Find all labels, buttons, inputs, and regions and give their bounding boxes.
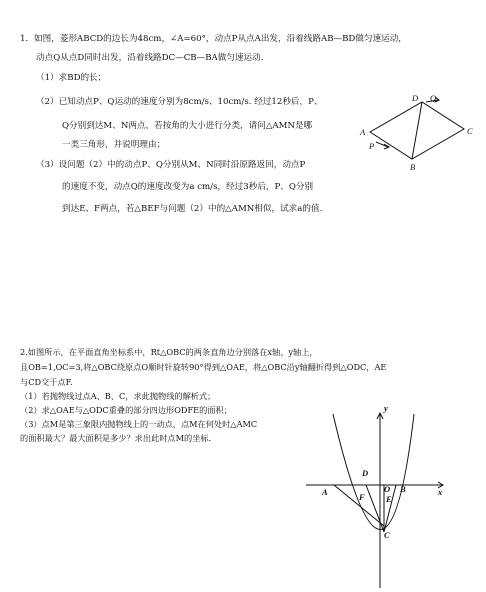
problem-2-line-2: 且OB=1,OC=3,将△OBC绕原点O顺时针旋转90°得到△OAE，将△OBC沿y轴翻折得到△ODC，AE xyxy=(20,362,387,372)
label-e: E xyxy=(386,494,392,504)
problem-1-line-5: Q分别到达M、N两点，若按角的大小进行分类，请问△AMN是哪 xyxy=(62,121,313,131)
rhombus-figure xyxy=(356,92,476,182)
label-y: y xyxy=(384,403,388,413)
label-x: x xyxy=(438,487,443,497)
problem-1-line-2: 动点Q从点D同时出发，沿着线路DC—CB—BA做匀速运动. xyxy=(36,53,264,63)
label-b: B xyxy=(410,162,416,172)
problem-2-line-1: 2.如图所示，在平面直角坐标系中，Rt△OBC的两条直角边分别落在x轴、y轴上， xyxy=(20,347,318,357)
label-a: A xyxy=(360,127,366,137)
problem-1-line-8: 的速度不变，动点Q的速度改变为a cm/s，经过3秒后，P、Q分别 xyxy=(62,182,314,192)
label-b: B xyxy=(400,484,406,494)
label-c: C xyxy=(384,530,390,540)
problem-1-line-6: 一类三角形，并说明理由； xyxy=(62,140,166,150)
diagonal-bd xyxy=(412,102,422,159)
parabola-curve xyxy=(333,414,414,530)
label-a: A xyxy=(322,487,328,497)
parabola-figure xyxy=(300,400,460,590)
problem-2-line-5: （2）求△OAE与△ODC重叠的部分四边形ODFE的面积； xyxy=(20,405,232,415)
label-c: C xyxy=(467,126,473,136)
problem-1-line-3: （1）求BD的长； xyxy=(36,73,107,83)
label-d: D xyxy=(362,468,369,478)
problem-1-line-9: 到达E、F两点，若△BEF与问题（2）中的△AMN相似，试求a的值. xyxy=(62,204,323,214)
label-o: O xyxy=(384,484,391,494)
label-q: Q xyxy=(430,93,437,103)
problem-2-line-3: 与CD交于点F. xyxy=(20,377,73,387)
label-p: P xyxy=(369,141,375,151)
problem-1-line-4: （2）已知动点P、Q运动的速度分别为8cm/s、10cm/s. 经过12秒后，P、 xyxy=(36,97,323,107)
label-f: F xyxy=(359,492,365,502)
label-d: D xyxy=(412,93,419,103)
problem-2-line-4: （1）若抛物线过点A、B、C，求此抛物线的解析式； xyxy=(20,391,216,401)
problem-2-line-7: 的面积最大？最大面积是多少？求出此时点M的坐标. xyxy=(20,433,212,443)
problem-1-line-1: 1．如图，菱形ABCD的边长为48cm，∠A=60°，动点P从点A出发，沿着线路AB—BD做匀速运动， xyxy=(20,34,407,44)
segment-dc xyxy=(366,485,384,532)
problem-1-line-7: （3）设问题（2）中的动点P、Q分别从M、N同时沿原路返回，动点P xyxy=(36,160,306,170)
problem-2-line-6: （3）点M是第三象限内抛物线上的一动点，点M在何处时△AMC xyxy=(20,419,258,429)
